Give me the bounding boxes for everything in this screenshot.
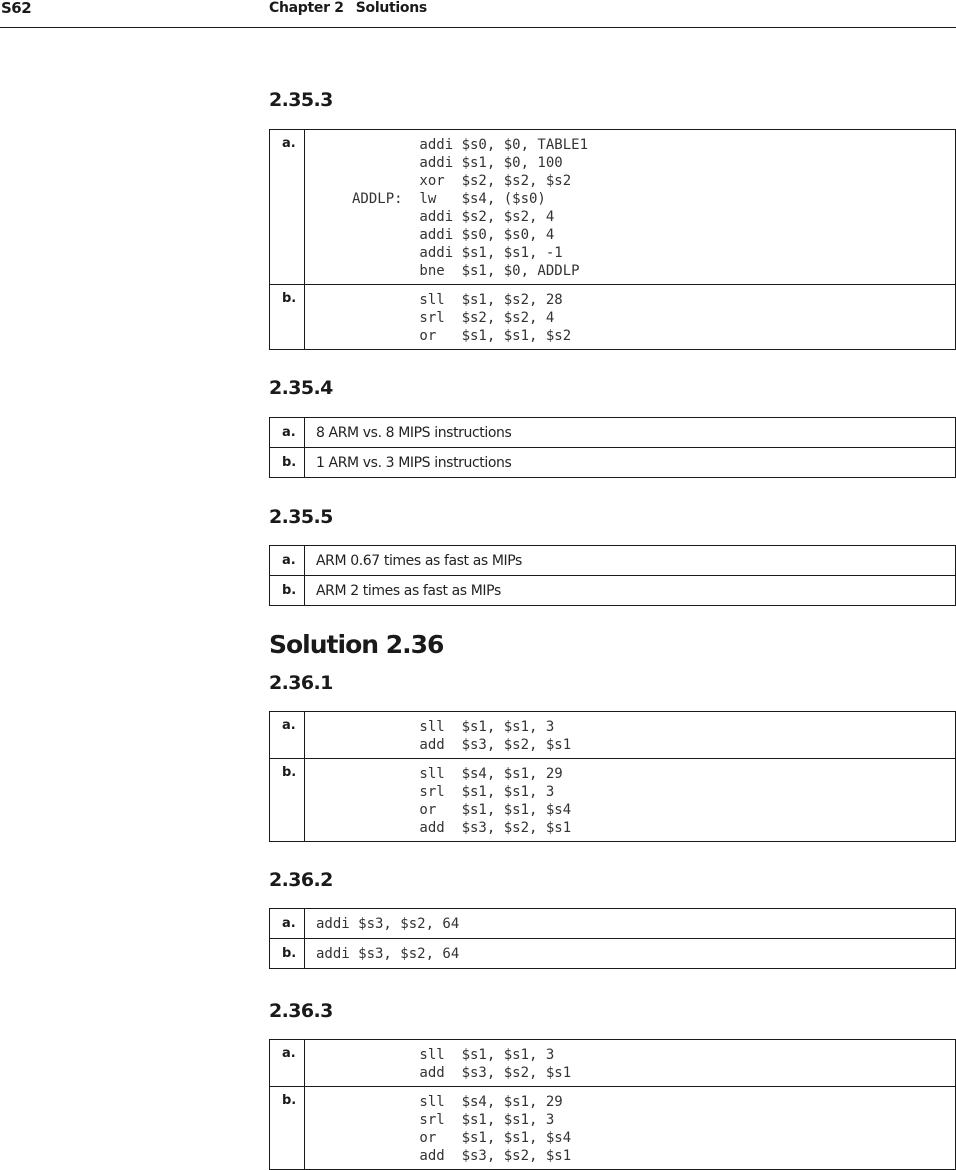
text-cell [305,576,956,606]
table-2-35-4 [269,417,956,478]
answer-text: 8 ARM vs. 8 MIPS instructions [316,425,512,441]
table-row [270,1087,956,1170]
code-cell [305,285,956,350]
table-row [270,546,956,576]
table-row [270,939,956,969]
text-cell [305,939,956,969]
code-block: sll $s1, $s1, 3 add $s3, $s2, $s1 [419,719,572,753]
answer-code: addi $s3, $s2, 64 [316,916,460,932]
table-row [270,1040,956,1087]
row-label: b. [270,1087,305,1170]
code-block: sll $s1, $s2, 28 srl $s2, $s2, 4 or $s1, $s1, $s2 [419,292,572,344]
row-label: b. [270,576,305,606]
heading-2-35-4: 2.35.4 [269,377,333,399]
row-label: a. [270,546,305,576]
table-row [270,712,956,759]
row-label: a. [270,712,305,759]
table-2-35-3 [269,129,956,350]
code-block: addi $s0, $0, TABLE1 addi $s1, $0, 100 xor $s2, $s2, $s2 ADDLP: lw $s4, ($s0) addi $s2, $s2, 4 addi $s0, $s0, 4 addi $s1, $s1, -1 bne $s1, $0, ADDLP [352,137,589,279]
table-row [270,576,956,606]
table-2-36-2 [269,908,956,969]
row-label: b. [270,939,305,969]
heading-2-36-3: 2.36.3 [269,1000,333,1022]
answer-code: addi $s3, $s2, 64 [316,946,460,962]
solution-title: Solution 2.36 [269,630,444,659]
heading-2-36-2: 2.36.2 [269,869,333,891]
table-row [270,285,956,350]
heading-2-35-5: 2.35.5 [269,506,333,528]
table-2-35-5 [269,545,956,606]
page-header [0,0,956,28]
chapter-label: Chapter 2 [269,0,344,16]
answer-text: ARM 2 times as fast as MIPs [316,583,501,599]
row-label: a. [270,130,305,285]
row-label: b. [270,759,305,842]
code-cell [305,130,956,285]
code-cell [305,1087,956,1170]
page-number: S62 [1,0,32,17]
table-row [270,759,956,842]
row-label: a. [270,418,305,448]
code-cell [305,712,956,759]
answer-text: 1 ARM vs. 3 MIPS instructions [316,455,512,471]
heading-2-36-1: 2.36.1 [269,672,333,694]
text-cell [305,909,956,939]
row-label: b. [270,448,305,478]
running-title [269,0,427,16]
code-block: sll $s4, $s1, 29 srl $s1, $s1, 3 or $s1, $s1, $s4 add $s3, $s2, $s1 [419,1094,572,1164]
table-2-36-3 [269,1039,956,1170]
code-block: sll $s1, $s1, 3 add $s3, $s2, $s1 [419,1047,572,1081]
code-cell [305,759,956,842]
table-row [270,448,956,478]
row-label: a. [270,1040,305,1087]
row-label: a. [270,909,305,939]
text-cell [305,418,956,448]
section-label: Solutions [355,0,427,16]
table-row [270,418,956,448]
table-2-36-1 [269,711,956,842]
row-label: b. [270,285,305,350]
code-cell [305,1040,956,1087]
table-row [270,130,956,285]
heading-2-35-3: 2.35.3 [269,89,333,111]
table-row [270,909,956,939]
answer-text: ARM 0.67 times as fast as MIPs [316,553,522,569]
text-cell [305,546,956,576]
text-cell [305,448,956,478]
code-block: sll $s4, $s1, 29 srl $s1, $s1, 3 or $s1, $s1, $s4 add $s3, $s2, $s1 [419,766,572,836]
